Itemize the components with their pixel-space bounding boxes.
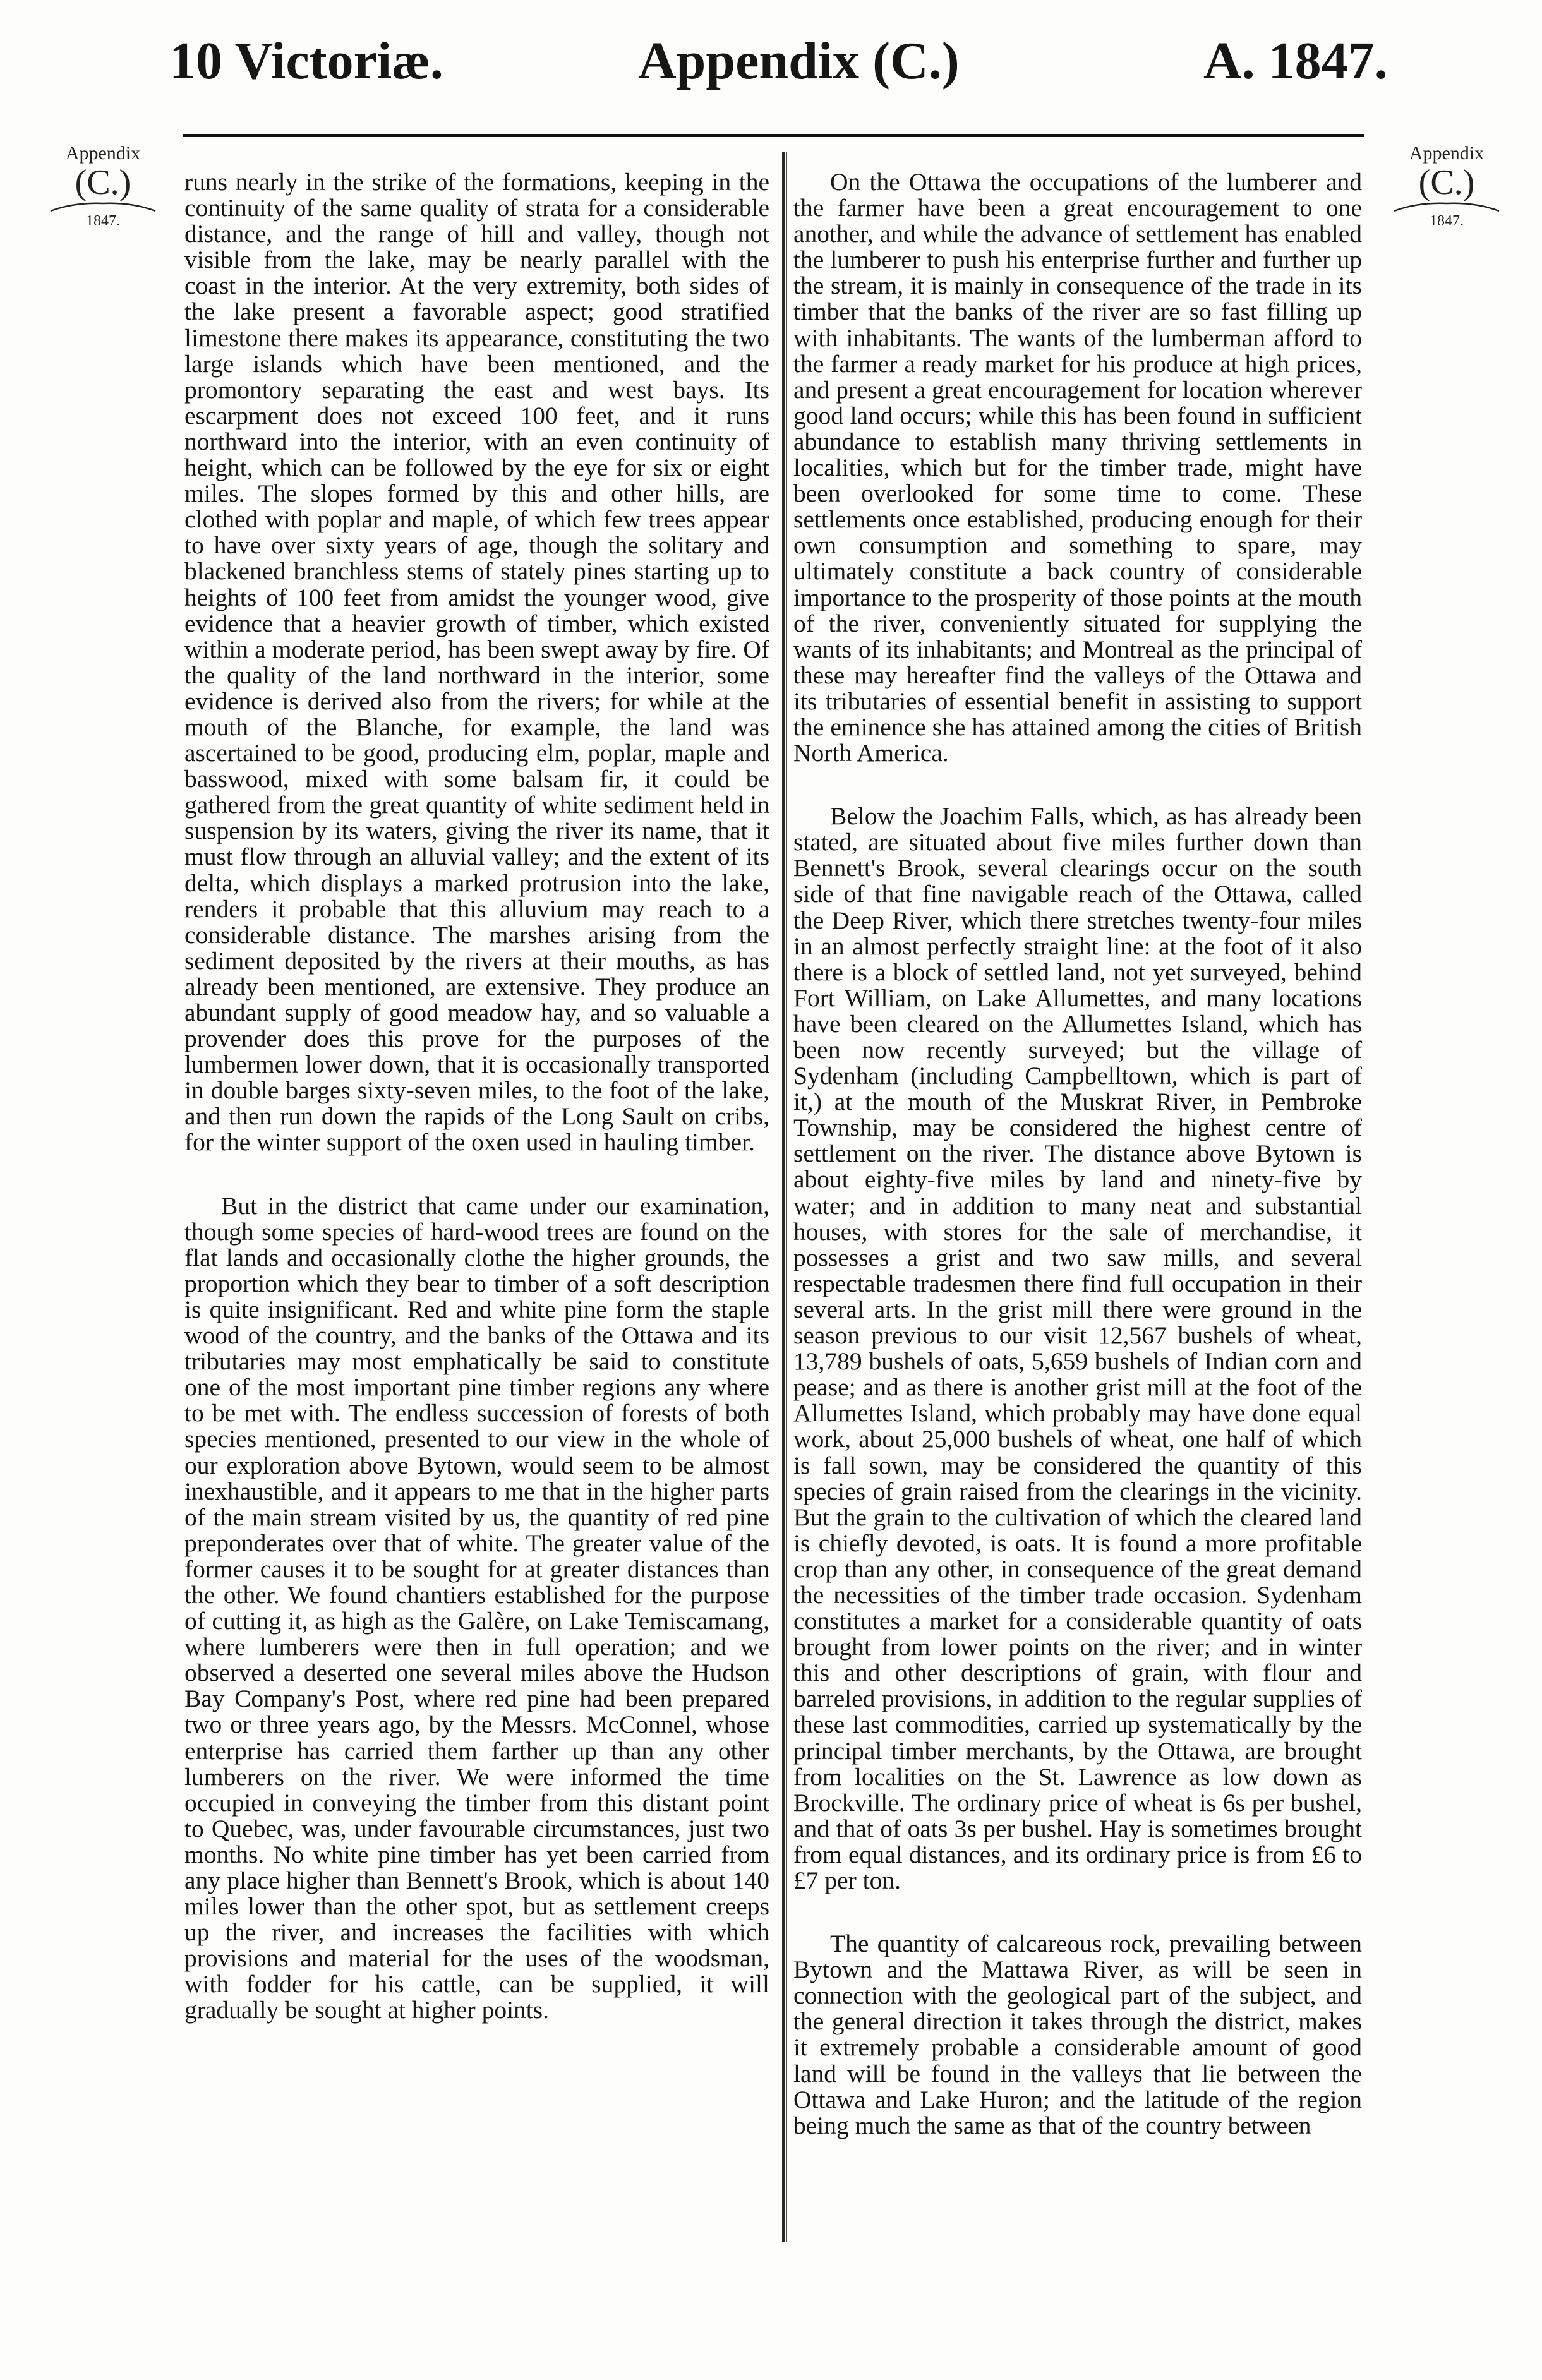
paragraph: The quantity of calcareous rock, prevailing between Bytown and the Mattawa River, as will be seen in connection with the geological part of the subject, and the general direction it takes through the district, makes it extremely probable a considerable amount of good land will be found in the valleys that lie between the Ottawa and Lake Huron; and the latitude of the region being much the same as that of the country between <box>793 1930 1362 2139</box>
column-divider <box>782 152 785 2242</box>
header-session: 10 Victoriæ. <box>169 32 443 90</box>
paragraph: runs nearly in the strike of the formations, keeping in the continuity of the same quality of strata for a considerable distance, and the range of hill and valley, though not visible from the lake, may be nearly parallel with the coast in the interior. At the very extremity, both sides of the lake present a favorable aspect; good stratified limestone there makes its appearance, constituting the two large islands which have been mentioned, and the promontory separating the east and west bays. Its escarpment does not exceed 100 feet, and it runs northward into the interior, with an even continuity of height, which can be followed by the eye for six or eight miles. The slopes formed by this and other hills, are clothed with poplar and maple, of which few trees appear to have over sixty years of age, though the solitary and blackened branchless stems of stately pines starting up to heights of 100 feet from amidst the younger wood, give evidence that a heavier growth of timber, which existed within a moderate period, has been swept away by fire. Of the quality of the land northward in the interior, some evidence is derived also from the rivers; for while at the mouth of the Blanche, for example, the land was ascertained to be good, producing elm, poplar, maple and basswood, mixed with some balsam fir, it could be gathered from the great quantity of white sediment held in suspension by its waters, giving the river its name, that it must flow through an alluvial valley; and the extent of its delta, which displays a marked protrusion into the lake, renders it probable that this alluvium may reach to a considerable distance. The marshes arising from the sediment deposited by the rivers at their mouths, as has already been mentioned, are extensive. They produce an abundant supply of good meadow hay, and so valuable a provender does this prove for the purposes of the lumbermen lower down, that it is occasionally transported in double barges sixty-seven miles, to the foot of the lake, and then run down the rapids of the Long Sault on cribs, for the winter support of the oxen used in hauling timber. <box>184 168 769 1157</box>
paragraph: On the Ottawa the occupations of the lumberer and the farmer have been a great encouragement to one another, and while the advance of settlement has enabled the lumberer to push his enterprise further and further up the stream, it is mainly in consequence of the trade in its timber that the banks of the river are so fast filling up with inhabitants. The wants of the lumberman afford to the farmer a ready market for his produce at high prices, and present a great encouragement for location wherever good land occurs; while this has been found in sufficient abundance to establish many thriving settlements in localities, which but for the timber trade, might have been overlooked for some time to come. These settlements once established, producing enough for their own consumption and something to spare, may ultimately constitute a back country of considerable importance to the prosperity of those points at the mouth of the river, conveniently situated for supplying the wants of its inhabitants; and Montreal as the principal of these may hereafter find the valleys of the Ottawa and its tributaries of essential benefit in assisting to support the eminence she has attained among the cities of British North America. <box>793 168 1362 767</box>
margin-year: 1847. <box>86 213 120 229</box>
paragraph: But in the district that came under our examination, though some species of hard-wood trees are found on the flat lands and occasionally clothe the higher grounds, the proportion which they bear to timber of a soft description is quite insignificant. Red and white pine form the staple wood of the country, and the banks of the Ottawa and its tributaries may most emphatically be said to constitute one of the most important pine timber regions any where to be met with. The endless succession of forests of both species mentioned, presented to our view in the whole of our exploration above Bytown, would seem to be almost inexhaustible, and it appears to me that in the higher parts of the main stream visited by us, the quantity of red pine preponderates over that of white. The greater value of the former causes it to be sought for at greater distances than the other. We found chantiers established for the purpose of cutting it, as high as the Galère, on Lake Temiscamang, where lumberers were then in full operation; and we observed a deserted one several miles above the Hudson Bay Company's Post, where red pine had been prepared two or three years ago, by the Messrs. McConnel, whose enterprise has carried them farther up than any other lumberers on the river. We were informed the time occupied in conveying the timber from this distant point to Quebec, was, under favourable circumstances, just two months. No white pine timber has yet been carried from any place higher than Bennett's Brook, which is about 140 miles lower than the other spot, but as settlement creeps up the river, and increases the facilities with which provisions and material for the uses of the woodsman, with fodder for his cattle, can be supplied, it will gradually be sought at higher points. <box>184 1191 769 2024</box>
margin-appendix-letter: (C.) <box>75 163 131 202</box>
margin-brace-icon <box>49 201 157 212</box>
margin-appendix-letter: (C.) <box>1418 163 1475 202</box>
header-rule <box>183 134 1364 137</box>
paragraph: Below the Joachim Falls, which, as has already been stated, are situated about five miles further down than Bennett's Brook, several clearings occur on the south side of that fine navigable reach of the Ottawa, called the Deep River, which there stretches twenty-four miles in an almost perfectly straight line: at the foot of it also there is a block of settled land, not yet surveyed, behind Fort William, on Lake Allumettes, and many locations have been cleared on the Allumettes Island, which has been now recently surveyed; but the village of Sydenham (including Campbelltown, which is part of it,) at the mouth of the Muskrat River, in Pembroke Township, may be considered the highest centre of settlement on the river. The distance above Bytown is about eighty-five miles by land and ninety-five by water; and in addition to many neat and substantial houses, with stores for the sale of merchandise, it possesses a grist and two saw mills, and several respectable tradesmen there find full occupation in their several arts. In the grist mill there were ground in the season previous to our visit 12,567 bushels of wheat, 13,789 bushels of oats, 5,659 bushels of Indian corn and pease; and as there is another grist mill at the foot of the Allumettes Island, which probably may have done equal work, about 25,000 bushels of wheat, one half of which is fall sown, may be considered the quantity of this species of grain raised from the clearings in the vicinity. But the grain to the cultivation of which the cleared land is chiefly devoted, is oats. It is found a more profitable crop than any other, in consequence of the great demand the necessities of the timber trade occasion. Sydenham constitutes a market for a considerable quantity of oats brought from lower points on the river; and in winter this and other descriptions of grain, with flour and barreled provisions, in addition to the regular supplies of these last commodities, carried up systematically by the principal timber merchants, by the Ottawa, are brought from localities on the St. Lawrence as low down as Brockville. The ordinary price of wheat is 6s per bushel, and that of oats 3s per bushel. Hay is sometimes brought from equal distances, and its ordinary price is from £6 to £7 per ton. <box>793 802 1362 1894</box>
margin-appendix-label: Appendix <box>1409 143 1485 164</box>
margin-brace-icon <box>1393 201 1500 212</box>
header-year: A. 1847. <box>1203 32 1388 90</box>
column-divider <box>786 152 787 2242</box>
margin-note-left <box>43 143 163 230</box>
header-appendix: Appendix (C.) <box>638 32 960 90</box>
margin-appendix-label: Appendix <box>65 143 141 164</box>
left-column <box>184 169 769 2024</box>
margin-note-right <box>1383 143 1510 230</box>
right-column <box>793 169 1362 2139</box>
margin-year: 1847. <box>1430 213 1464 229</box>
